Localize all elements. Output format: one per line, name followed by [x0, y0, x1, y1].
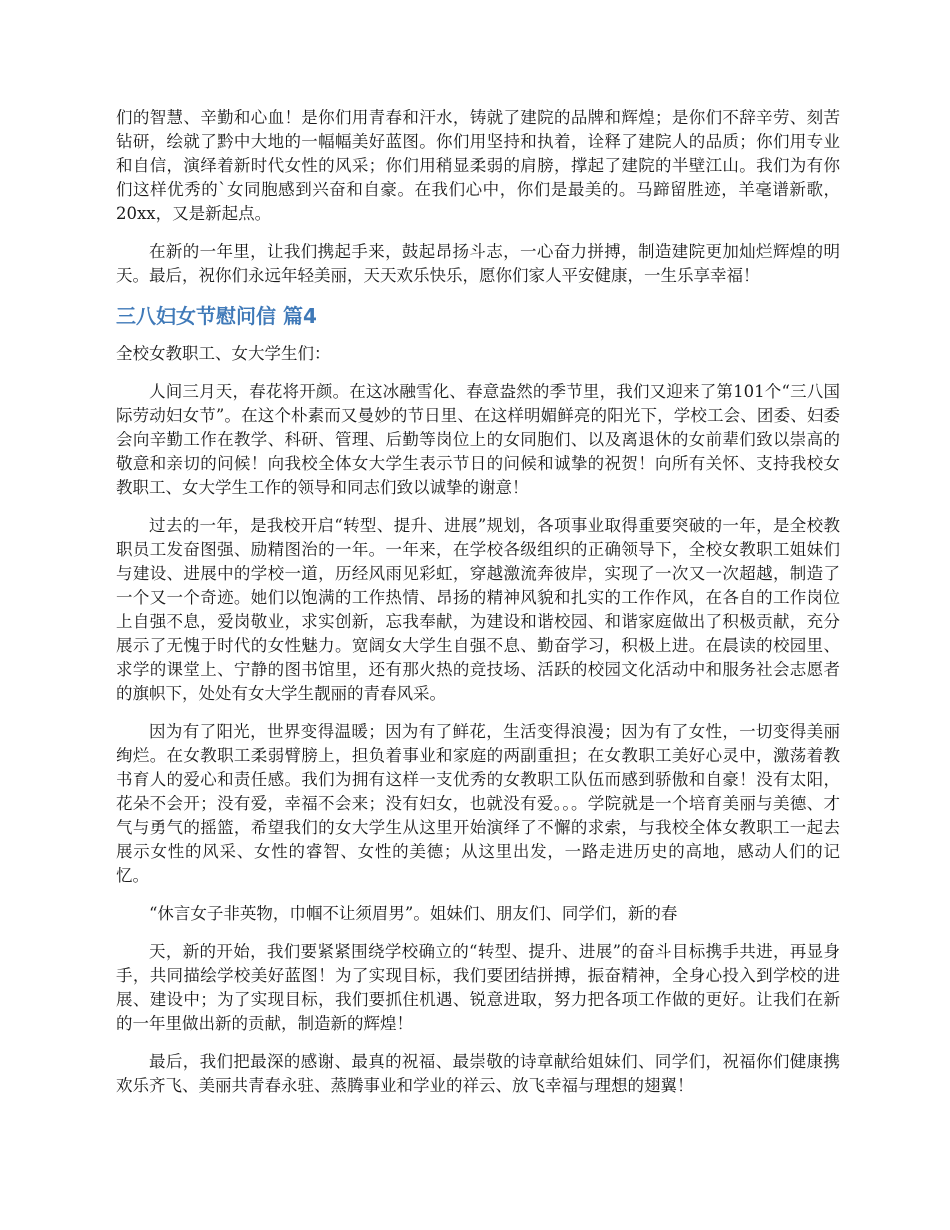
- paragraph: 人间三月天，春花将开颜。在这冰融雪化、春意盎然的季节里，我们又迎来了第101个“三八国际劳动妇女节”。在这个朴素而又曼妙的节日里、在这样明媚鲜亮的阳光下，学校工会、团委、妇委会向辛勤工作在教学、科研、管理、后勤等岗位上的女同胞们、以及离退休的女前辈们致以崇高的敬意和亲切的问候！向我校全体女大学生表示节日的问候和诚挚的祝贺！向所有关怀、支持我校女教职工、女大学生工作的领导和同志们致以诚挚的谢意！: [116, 382, 840, 497]
- paragraph: 们的智慧、辛勤和心血！是你们用青春和汗水，铸就了建院的品牌和辉煌；是你们不辞辛劳、刻苦钻研，绘就了黔中大地的一幅幅美好蓝图。你们用坚持和执着，诠释了建院人的品质；你们用专业和自信，演绎着新时代女性的风采；你们用稍显柔弱的肩膀，撑起了建院的半壁江山。我们为有你们这样优秀的`女同胞感到兴奋和自豪。在我们心中，你们是最美的。马蹄留胜迹，羊毫谱新歌，20xx，又是新起点。: [116, 108, 840, 223]
- document-page: [116, 106, 840, 1112]
- paragraph: “休言女子非英物，巾帼不让须眉男”。姐妹们、朋友们、同学们，新的春: [149, 904, 678, 923]
- section-title: 三八妇女节慰问信 篇4: [116, 304, 317, 328]
- paragraph: 在新的一年里，让我们携起手来，鼓起昂扬斗志，一心奋力拼搏，制造建院更加灿烂辉煌的明天。最后，祝你们永远年轻美丽，天天欢乐快乐，愿你们家人平安健康，一生乐享幸福！: [116, 242, 840, 285]
- paragraph: 因为有了阳光，世界变得温暖；因为有了鲜花，生活变得浪漫；因为有了女性，一切变得美丽绚烂。在女教职工柔弱臂膀上，担负着事业和家庭的两副重担；在女教职工美好心灵中，激荡着教书育人的爱心和责任感。我们为拥有这样一支优秀的女教职工队伍而感到骄傲和自豪！没有太阳，花朵不会开；没有爱，幸福不会来；没有妇女，也就没有爱。。。学院就是一个培育美丽与美德、才气与勇气的摇篮，希望我们的女大学生从这里开始演绎了不懈的求索，与我校全体女教职工一起去展示女性的风采、女性的睿智、女性的美德；从这里出发，一路走进历史的高地，感动人们的记忆。: [116, 722, 840, 885]
- paragraph: 最后，我们把最深的感谢、最真的祝福、最崇敬的诗章献给姐妹们、同学们，祝福你们健康携欢乐齐飞、美丽共青春永驻、蒸腾事业和学业的祥云、放飞幸福与理想的翅翼！: [116, 1052, 840, 1095]
- paragraph: 天，新的开始，我们要紧紧围绕学校确立的“转型、提升、进展”的奋斗目标携手共进，再显身手，共同描绘学校美好蓝图！为了实现目标，我们要团结拼搏，振奋精神，全身心投入到学校的进展、建设中；为了实现目标，我们要抓住机遇、锐意进取，努力把各项工作做的更好。让我们在新的一年里做出新的贡献，制造新的辉煌！: [116, 942, 840, 1033]
- salutation: 全校女教职工、女大学生们：: [116, 344, 331, 363]
- paragraph: 过去的一年，是我校开启“转型、提升、进展”规划，各项事业取得重要突破的一年，是全校教职员工发奋图强、励精图治的一年。一年来，在学校各级组织的正确领导下，全校女教职工姐妹们与建设、进展中的学校一道，历经风雨见彩虹，穿越激流奔彼岸，实现了一次又一次超越，制造了一个又一个奇迹。她们以饱满的工作热情、昂扬的精神风貌和扎实的工作作风，在各自的工作岗位上自强不息，爱岗敬业，求实创新，忘我奉献，为建设和谐校园、和谐家庭做出了积极贡献，充分展示了无愧于时代的女性魅力。宽阔女大学生自强不息、勤奋学习，积极上进。在晨读的校园里、求学的课堂上、宁静的图书馆里，还有那火热的竞技场、活跃的校园文化活动中和服务社会志愿者的旗帜下，处处有女大学生靓丽的青春风采。: [116, 516, 840, 703]
